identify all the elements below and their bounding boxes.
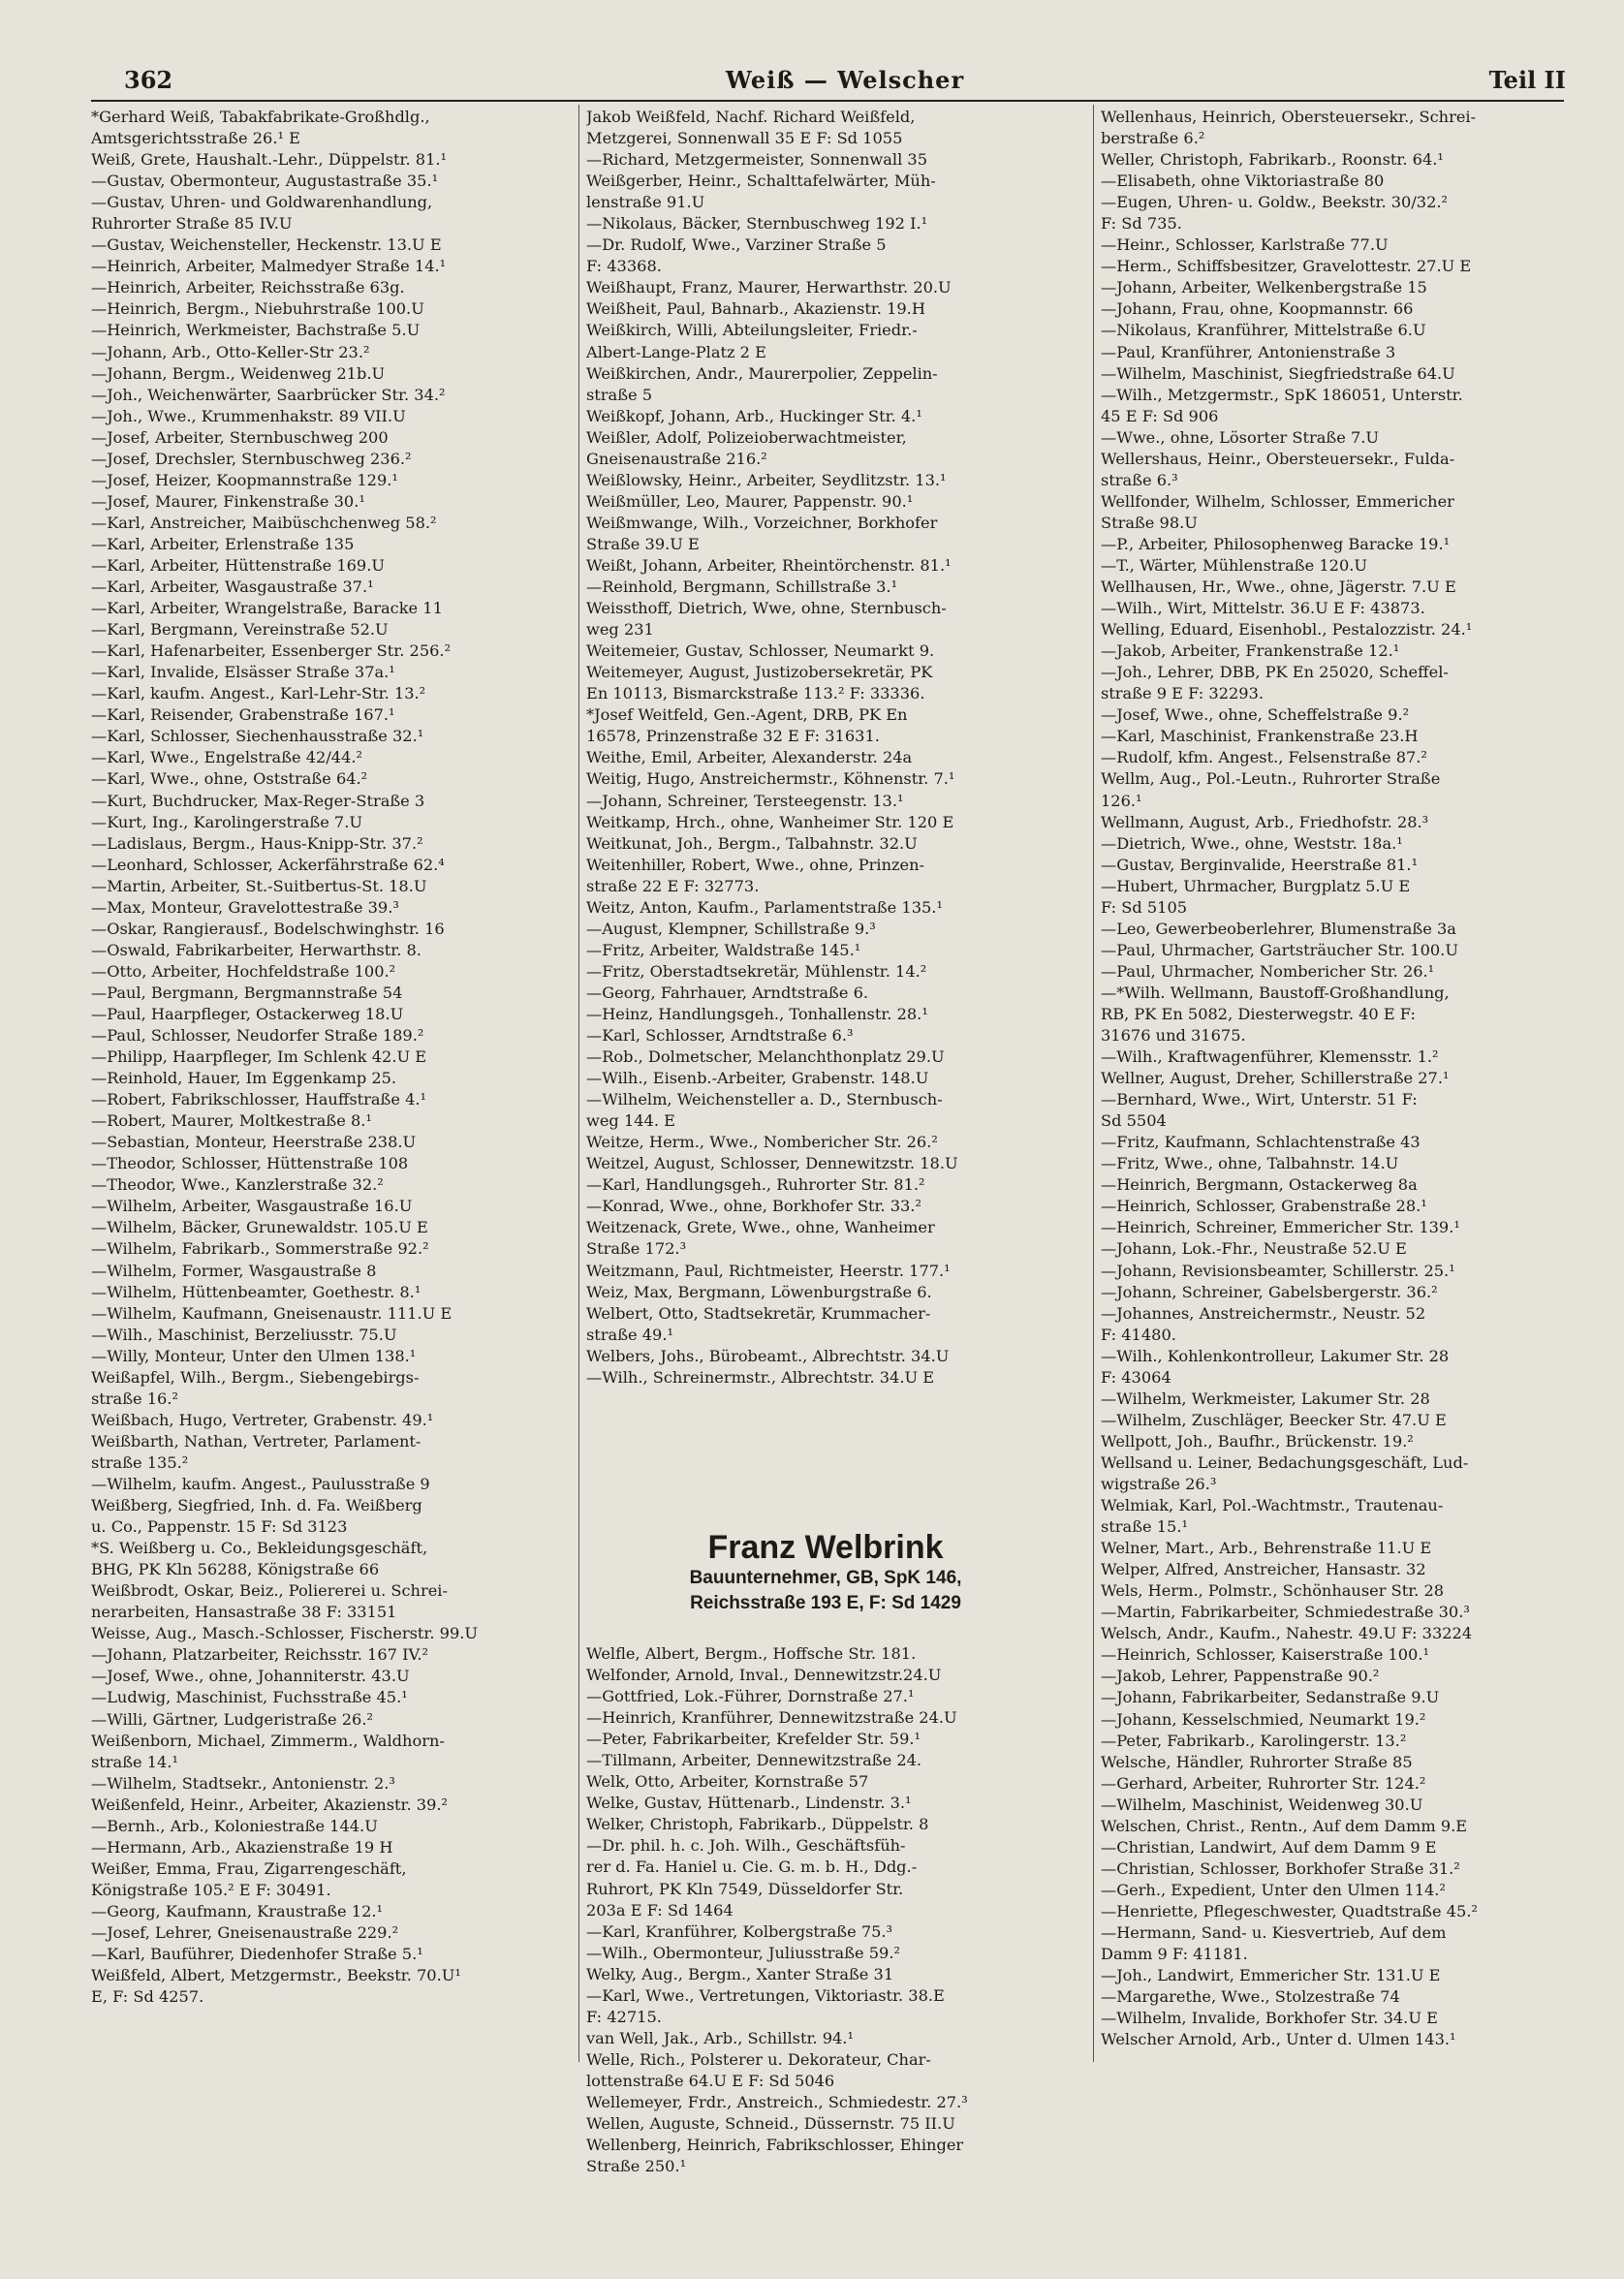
directory-entry: —Leonhard, Schlosser, Ackerfährstraße 62.⁴ [91,855,445,874]
directory-entry: —Otto, Arbeiter, Hochfeldstraße 100.² [91,961,396,981]
directory-entry: Gneisenaustraße 216.² [586,449,767,468]
directory-entry: Welky, Aug., Bergm., Xanter Straße 31 [586,1964,894,1983]
directory-entry: straße 14.¹ [91,1752,178,1771]
directory-entry: Weitenhiller, Robert, Wwe., ohne, Prinzen- [586,855,924,874]
directory-entry: —Wilhelm, Maschinist, Siegfriedstraße 64.U [1101,363,1455,383]
directory-entry: Sd 5504 [1101,1111,1167,1131]
page-number: 362 [124,66,173,94]
directory-entry: Wellenhaus, Heinrich, Obersteuersekr., Schrei- [1101,108,1477,126]
directory-entry: —Johann, Fabrikarbeiter, Sedanstraße 9.U [1101,1688,1440,1707]
directory-entry: —Heinrich, Kranführer, Dennewitzstraße 24.U [586,1708,957,1728]
directory-entry: Weißkirch, Willi, Abteilungsleiter, Friedr.- [586,321,918,340]
directory-entry: weg 144. E [586,1111,675,1131]
directory-entry: —Johann, Lok.-Fhr., Neustraße 52.U E [1101,1239,1407,1259]
directory-entry: —Wilh., Wirt, Mittelstr. 36.U E F: 43873. [1101,599,1425,618]
directory-entry: —Hermann, Sand- u. Kiesvertrieb, Auf dem [1101,1922,1447,1942]
running-title: Weiß — Welscher [725,66,965,94]
directory-entry: Damm 9 F: 41181. [1101,1945,1248,1964]
directory-entry: Welbert, Otto, Stadtsekretär, Krummacher- [586,1303,931,1323]
directory-entry: —Hermann, Arb., Akazienstraße 19 H [91,1837,393,1857]
directory-entry: *Josef Weitfeld, Gen.-Agent, DRB, PK En [586,705,908,725]
directory-entry: —Wilh., Maschinist, Berzeliusstr. 75.U [91,1325,397,1344]
directory-entry: —Jakob, Lehrer, Pappenstraße 90.² [1101,1667,1380,1686]
directory-entry: wigstraße 26.³ [1101,1475,1217,1493]
directory-entry: BHG, PK Kln 56288, Königstraße 66 [91,1560,380,1579]
directory-entry: *Gerhard Weiß, Tabakfabrikate-Großhdlg., [91,108,430,126]
directory-entry: Welscher Arnold, Arb., Unter d. Ulmen 143.¹ [1101,2030,1456,2049]
directory-entry: —Josef, Lehrer, Gneisenaustraße 229.² [91,1922,399,1942]
directory-entry: —Karl, Kranführer, Kolbergstraße 75.³ [586,1921,893,1941]
directory-entry: —Wilhelm, Weichensteller a. D., Sternbusch- [586,1090,943,1109]
directory-entry: —Johann, Revisionsbeamter, Schillerstr. 25.¹ [1101,1261,1455,1280]
directory-entry: —Paul, Uhrmacher, Nombericher Str. 26.¹ [1101,961,1435,981]
directory-entry: —Karl, Maschinist, Frankenstraße 23.H [1101,727,1419,746]
directory-entry: —Karl, Arbeiter, Wasgaustraße 37.¹ [91,578,374,597]
directory-entry: Metzgerei, Sonnenwall 35 E F: Sd 1055 [586,129,903,148]
directory-entry: —Josef, Wwe., ohne, Johanniterstr. 43.U [91,1667,410,1686]
column-divider [578,105,579,2062]
directory-entry: —Paul, Haarpfleger, Ostackerweg 18.U [91,1004,404,1023]
directory-entry: —Dr. phil. h. c. Joh. Wilh., Geschäftsfüh- [586,1836,906,1856]
directory-entry: —Wilhelm, Maschinist, Weidenweg 30.U [1101,1795,1423,1814]
directory-entry: —Josef, Maurer, Finkenstraße 30.¹ [91,491,365,511]
directory-entry: —Kurt, Buchdrucker, Max-Reger-Straße 3 [91,791,425,810]
directory-entry: Weitkunat, Joh., Bergm., Talbahnstr. 32.U [586,833,918,853]
directory-entry: —Christian, Landwirt, Auf dem Damm 9 E [1101,1837,1437,1857]
directory-entry: —Karl, Arbeiter, Hüttenstraße 169.U [91,555,386,575]
directory-entry: —Heinrich, Arbeiter, Malmedyer Straße 14.¹ [91,257,447,276]
directory-entry: Weithe, Emil, Arbeiter, Alexanderstr. 24a [586,748,913,767]
directory-entry: Weitz, Anton, Kaufm., Parlamentstraße 135.¹ [586,897,943,917]
directory-entry: Weitemeier, Gustav, Schlosser, Neumarkt 9. [586,641,935,661]
directory-entry: Weißkirchen, Andr., Maurerpolier, Zeppelin- [586,363,938,383]
directory-entry: —Josef, Arbeiter, Sternbuschweg 200 [91,427,389,447]
directory-entry: nerarbeiten, Hansastraße 38 F: 33151 [91,1603,397,1622]
directory-entry: —Georg, Fahrhauer, Arndtstraße 6. [586,983,869,1002]
directory-entry: weg 231 [586,620,654,640]
directory-entry: —Theodor, Schlosser, Hüttenstraße 108 [91,1154,409,1173]
directory-entry: Welper, Alfred, Anstreicher, Hansastr. 32 [1101,1560,1426,1579]
directory-entry: F: 41480. [1101,1325,1176,1344]
directory-entry: —Heinrich, Bergm., Niebuhrstraße 100.U [91,299,424,319]
directory-entry: —Paul, Schlosser, Neudorfer Straße 189.² [91,1026,424,1046]
directory-entry: Wellenberg, Heinrich, Fabrikschlosser, Ehinger [586,2136,964,2155]
directory-entry: Wellner, August, Dreher, Schillerstraße 27.¹ [1101,1069,1450,1088]
directory-entry: —Nikolaus, Bäcker, Sternbuschweg 192 I.¹ [586,214,928,234]
directory-entry: Straße 250.¹ [586,2157,687,2176]
directory-entry: Welle, Rich., Polsterer u. Dekorateur, Char- [586,2049,931,2069]
directory-entry: berstraße 6.² [1101,129,1205,148]
directory-entry: Weißenfeld, Heinr., Arbeiter, Akazienstr. 39.² [91,1795,449,1814]
directory-entry: —Karl, Bauführer, Diedenhofer Straße 5.¹ [91,1945,423,1964]
directory-entry: —Johann, Arbeiter, Welkenbergstraße 15 [1101,278,1427,297]
directory-entry: —*Wilh. Wellmann, Baustoff-Großhandlung, [1101,983,1450,1002]
directory-entry: Wellershaus, Heinr., Obersteuersekr., Fulda- [1101,449,1455,468]
directory-entry: En 10113, Bismarckstraße 113.² F: 33336. [586,684,925,703]
directory-entry: Weißbrodt, Oskar, Beiz., Poliererei u. Schrei- [91,1581,448,1601]
directory-entry: —Karl, Wwe., Engelstraße 42/44.² [91,748,363,767]
directory-entry: Weißbach, Hugo, Vertreter, Grabenstr. 49.¹ [91,1410,434,1429]
directory-entry: Wellm, Aug., Pol.-Leutn., Ruhrorter Straße [1101,769,1441,789]
directory-entry: —Gustav, Berginvalide, Heerstraße 81.¹ [1101,855,1419,874]
column-3 [1101,107,1579,2050]
directory-entry: Welschen, Christ., Rentn., Auf dem Damm 9.E [1101,1816,1468,1835]
directory-entry: Weisse, Aug., Masch.-Schlosser, Fischerstr. 99.U [91,1624,479,1643]
directory-entry: —Margarethe, Wwe., Stolzestraße 74 [1101,1987,1400,2007]
directory-entry: Weißfeld, Albert, Metzgermstr., Beekstr. 70.U¹ [91,1966,461,1985]
directory-entry: —Paul, Kranführer, Antonienstraße 3 [1101,342,1396,361]
directory-entry: F: 42715. [586,2007,662,2026]
directory-entry: Wellpott, Joh., Baufhr., Brückenstr. 19.² [1101,1431,1414,1451]
directory-entry: —Wilh., Kohlenkontrolleur, Lakumer Str. 28 [1101,1346,1450,1365]
part-label: Teil II [1488,66,1566,94]
directory-entry: —Joh., Lehrer, DBB, PK En 25020, Scheffel- [1101,663,1449,682]
directory-entry: —Wilhelm, Fabrikarb., Sommerstraße 92.² [91,1239,429,1259]
directory-entry: —Wilhelm, Stadtsekr., Antonienstr. 2.³ [91,1773,395,1793]
directory-entry: —Heinrich, Bergmann, Ostackerweg 8a [1101,1175,1418,1195]
directory-entry: Weißt, Johann, Arbeiter, Rheintörchenstr. 81.¹ [586,555,952,575]
directory-entry: —Wilhelm, Bäcker, Grunewaldstr. 105.U E [91,1218,428,1237]
directory-entry: —Henriette, Pflegeschwester, Quadtstraße 45.² [1101,1901,1478,1920]
directory-entry: van Well, Jak., Arb., Schillstr. 94.¹ [586,2028,854,2047]
directory-entry: —Wilh., Metzgermstr., SpK 186051, Unterstr. [1101,385,1463,404]
directory-entry: Weißapfel, Wilh., Bergm., Siebengebirgs- [91,1367,420,1387]
directory-entry: —Bernhard, Wwe., Wirt, Unterstr. 51 F: [1101,1090,1418,1109]
directory-entry: E, F: Sd 4257. [91,1987,204,2007]
directory-entry: straße 5 [586,385,653,404]
directory-entry: lenstraße 91.U [586,193,705,212]
directory-entry: —Hubert, Uhrmacher, Burgplatz 5.U E [1101,876,1411,895]
directory-entry: Weiß, Grete, Haushalt.-Lehr., Düppelstr. 81.¹ [91,150,448,170]
directory-entry: —Oskar, Rangierausf., Bodelschwinghstr. 16 [91,919,445,938]
column-2 [586,107,1065,1389]
directory-entry: —Richard, Metzgermeister, Sonnenwall 35 [586,150,927,170]
directory-entry: —Johann, Bergm., Weidenweg 21b.U [91,363,386,383]
directory-entry: —Karl, Invalide, Elsässer Straße 37a.¹ [91,663,395,682]
directory-entry: —Willi, Gärtner, Ludgeristraße 26.² [91,1709,373,1729]
directory-entry: —Kurt, Ing., Karolingerstraße 7.U [91,812,363,831]
directory-entry: —Nikolaus, Kranführer, Mittelstraße 6.U [1101,321,1426,340]
column-divider [1093,105,1094,2062]
directory-entry: —Paul, Bergmann, Bergmannstraße 54 [91,983,403,1002]
directory-entry: —Rudolf, kfm. Angest., Felsenstraße 87.² [1101,748,1427,767]
directory-entry: F: 43064 [1101,1367,1171,1387]
directory-entry: Wels, Herm., Polmstr., Schönhauser Str. 28 [1101,1581,1445,1601]
directory-entry: Weißenborn, Michael, Zimmerm., Waldhorn- [91,1731,445,1750]
directory-entry: —Leo, Gewerbeoberlehrer, Blumenstraße 3a [1101,919,1456,938]
directory-entry: —Johann, Platzarbeiter, Reichsstr. 167 IV.² [91,1645,428,1665]
directory-entry: —Martin, Arbeiter, St.-Suitbertus-St. 18.U [91,876,427,895]
directory-entry: —Gottfried, Lok.-Führer, Dornstraße 27.¹ [586,1687,915,1706]
directory-entry: —Johann, Frau, ohne, Koopmannstr. 66 [1101,299,1414,319]
directory-entry: Weitig, Hugo, Anstreichermstr., Köhnenstr. 7.¹ [586,769,955,789]
directory-entry: straße 49.¹ [586,1325,673,1344]
directory-entry: Weißheit, Paul, Bahnarb., Akazienstr. 19.H [586,299,925,319]
directory-entry: —Wilh., Eisenb.-Arbeiter, Grabenstr. 148.U [586,1069,929,1088]
directory-entry: Weißkopf, Johann, Arb., Huckinger Str. 4.¹ [586,406,922,425]
directory-entry: —Jakob, Arbeiter, Frankenstraße 12.¹ [1101,641,1400,661]
directory-entry: —Philipp, Haarpfleger, Im Schlenk 42.U E [91,1047,427,1067]
directory-entry: Weitzenack, Grete, Wwe., ohne, Wanheimer [586,1218,935,1237]
directory-entry: straße 135.² [91,1452,189,1472]
directory-entry: Weitze, Herm., Wwe., Nombericher Str. 26.² [586,1133,938,1152]
directory-entry: —Peter, Fabrikarbeiter, Krefelder Str. 59.¹ [586,1730,921,1749]
directory-entry: —Willy, Monteur, Unter den Ulmen 138.¹ [91,1346,417,1365]
directory-entry: straße 9 E F: 32293. [1101,684,1265,703]
directory-entry: 31676 und 31675. [1101,1026,1246,1046]
directory-entry: Weißbarth, Nathan, Vertreter, Parlament- [91,1431,422,1451]
directory-entry: Straße 39.U E [586,534,700,553]
directory-entry: Weißler, Adolf, Polizeioberwachtmeister, [586,427,907,447]
directory-entry: —Wilhelm, kaufm. Angest., Paulusstraße 9 [91,1475,430,1493]
directory-entry: lottenstraße 64.U E F: Sd 5046 [586,2071,835,2090]
directory-entry: —Wwe., ohne, Lösorter Straße 7.U [1101,427,1380,447]
directory-entry: Welsche, Händler, Ruhrorter Straße 85 [1101,1752,1413,1771]
directory-entry: straße 16.² [91,1389,178,1408]
directory-entry: —Karl, Reisender, Grabenstraße 167.¹ [91,705,395,725]
directory-entry: —Johann, Kesselschmied, Neumarkt 19.² [1101,1709,1426,1729]
directory-entry: —P., Arbeiter, Philosophenweg Baracke 19.¹ [1101,534,1451,553]
directory-entry: —Christian, Schlosser, Borkhofer Straße 31.² [1101,1858,1460,1878]
directory-entry: —Elisabeth, ohne Viktoriastraße 80 [1101,172,1385,191]
directory-entry: —Heinz, Handlungsgeh., Tonhallenstr. 28.¹ [586,1004,928,1023]
directory-entry: —Karl, Schlosser, Arndtstraße 6.³ [586,1026,854,1046]
directory-entry: —Karl, Hafenarbeiter, Essenberger Str. 256.² [91,641,452,661]
directory-entry: —Peter, Fabrikarb., Karolingerstr. 13.² [1101,1731,1407,1750]
directory-entry: 45 E F: Sd 906 [1101,406,1219,425]
directory-entry: —Josef, Wwe., ohne, Scheffelstraße 9.² [1101,705,1410,725]
directory-entry: —Wilhelm, Invalide, Borkhofer Str. 34.U E [1101,2009,1438,2028]
directory-entry: —Heinrich, Schreiner, Emmericher Str. 139.¹ [1101,1218,1460,1237]
directory-entry: —Johann, Schreiner, Gabelsbergerstr. 36.² [1101,1282,1438,1301]
directory-entry: Weller, Christoph, Fabrikarb., Roonstr. 64.¹ [1101,150,1444,170]
directory-entry: —Bernh., Arb., Koloniestraße 144.U [91,1816,378,1835]
directory-entry: —Heinrich, Schlosser, Kaiserstraße 100.¹ [1101,1645,1429,1665]
directory-entry: —Fritz, Wwe., ohne, Talbahnstr. 14.U [1101,1154,1399,1173]
directory-entry: Weitkamp, Hrch., ohne, Wanheimer Str. 120 E [586,812,954,831]
directory-entry: —Karl, Wwe., ohne, Oststraße 64.² [91,769,368,789]
directory-entry: —Konrad, Wwe., ohne, Borkhofer Str. 33.² [586,1197,921,1216]
directory-entry: 16578, Prinzenstraße 32 E F: 31631. [586,727,880,746]
directory-entry: —Joh., Wwe., Krummenhakstr. 89 VII.U [91,406,406,425]
directory-entry: —Karl, Wwe., Vertretungen, Viktoriastr. 38.E [586,1985,945,2005]
directory-entry: —Heinr., Schlosser, Karlstraße 77.U [1101,235,1389,255]
directory-entry: —T., Wärter, Mühlenstraße 120.U [1101,555,1368,575]
directory-entry: Weißmüller, Leo, Maurer, Pappenstr. 90.¹ [586,491,914,511]
directory-entry: —Karl, Handlungsgeh., Ruhrorter Str. 81.² [586,1175,925,1195]
directory-entry: Welner, Mart., Arb., Behrenstraße 11.U E [1101,1539,1432,1558]
directory-entry: Welfonder, Arnold, Inval., Dennewitzstr.24.U [586,1666,942,1685]
directory-entry: Albert-Lange-Platz 2 E [586,342,766,361]
directory-entry: —Wilhelm, Hüttenbeamter, Goethestr. 8.¹ [91,1282,422,1301]
directory-entry: —Joh., Weichenwärter, Saarbrücker Str. 34.² [91,385,446,404]
directory-entry: —Dr. Rudolf, Wwe., Varziner Straße 5 [586,235,887,255]
directory-entry: u. Co., Pappenstr. 15 F: Sd 3123 [91,1517,348,1537]
directory-entry: Weißhaupt, Franz, Maurer, Herwarthstr. 20.U [586,278,952,297]
directory-entry: Wellhausen, Hr., Wwe., ohne, Jägerstr. 7.U E [1101,578,1456,597]
directory-entry: straße 22 E F: 32773. [586,876,760,895]
directory-entry: Amtsgerichtsstraße 26.¹ E [91,129,300,148]
directory-entry: —Heinrich, Schlosser, Grabenstraße 28.¹ [1101,1197,1427,1216]
directory-entry: —Karl, kaufm. Angest., Karl-Lehr-Str. 13.² [91,684,426,703]
directory-entry: —Ludwig, Maschinist, Fuchsstraße 45.¹ [91,1688,408,1707]
directory-entry: —Karl, Schlosser, Siechenhausstraße 32.¹ [91,727,424,746]
directory-entry: —August, Klempner, Schillstraße 9.³ [586,919,876,938]
directory-entry: Weißer, Emma, Frau, Zigarrengeschäft, [91,1858,407,1878]
directory-entry: —Joh., Landwirt, Emmericher Str. 131.U E [1101,1966,1441,1985]
column-1 [91,107,570,2008]
directory-entry: —Wilhelm, Kaufmann, Gneisenaustr. 111.U E [91,1303,453,1323]
directory-entry: Welfle, Albert, Bergm., Hoffsche Str. 181. [586,1644,917,1663]
directory-entry: F: 43368. [586,257,662,276]
directory-entry: Welmiak, Karl, Pol.-Wachtmstr., Trautenau- [1101,1496,1444,1515]
directory-entry: —Robert, Fabrikschlosser, Hauffstraße 4.¹ [91,1090,426,1109]
directory-entry: —Rob., Dolmetscher, Melanchthonplatz 29.U [586,1047,945,1067]
directory-entry: —Wilh., Schreinermstr., Albrechtstr. 34.U E [586,1367,935,1387]
directory-entry: Weissthoff, Dietrich, Wwe, ohne, Sternbusch- [586,599,947,618]
directory-entry: Wellsand u. Leiner, Bedachungsgeschäft, Lud- [1101,1452,1469,1472]
directory-entry: —Dietrich, Wwe., ohne, Weststr. 18a.¹ [1101,833,1403,853]
directory-entry: Welsch, Andr., Kaufm., Nahestr. 49.U F: 33224 [1101,1624,1473,1643]
directory-entry: Welbers, Johs., Bürobeamt., Albrechtstr. 34.U [586,1346,950,1365]
directory-entry: —Sebastian, Monteur, Heerstraße 238.U [91,1133,417,1152]
directory-entry: —Reinhold, Bergmann, Schillstraße 3.¹ [586,578,898,597]
column-2-lower [586,1643,1065,2177]
directory-entry: —Tillmann, Arbeiter, Dennewitzstraße 24. [586,1751,922,1770]
directory-entry: Weißmwange, Wilh., Vorzeichner, Borkhofer [586,513,938,532]
directory-entry: F: Sd 735. [1101,214,1182,234]
header-rule [91,100,1564,102]
directory-entry: Wellen, Auguste, Schneid., Düssernstr. 75 II.U [586,2114,955,2134]
directory-entry: —Wilh., Kraftwagenführer, Klemensstr. 1.² [1101,1047,1439,1067]
directory-entry: —Gustav, Uhren- und Goldwarenhandlung, [91,193,433,212]
directory-entry: —Robert, Maurer, Moltkestraße 8.¹ [91,1111,372,1131]
directory-entry: Weiz, Max, Bergmann, Löwenburgstraße 6. [586,1282,932,1301]
ad-line-2: Reichsstraße 193 E, F: Sd 1429 [690,1593,961,1613]
directory-entry: —Paul, Uhrmacher, Gartsträucher Str. 100.U [1101,940,1458,959]
directory-entry: —Ladislaus, Bergm., Haus-Knipp-Str. 37.² [91,833,423,853]
directory-entry: —Max, Monteur, Gravelottestraße 39.³ [91,897,399,917]
advertisement [586,1529,1065,1616]
directory-entry: Wellmann, August, Arb., Friedhofstr. 28.³ [1101,812,1429,831]
directory-entry: —Johannes, Anstreichermstr., Neustr. 52 [1101,1303,1426,1323]
ad-line-1: Bauunternehmer, GB, SpK 146, [689,1568,962,1588]
directory-entry: 126.¹ [1101,791,1142,810]
directory-entry: Ruhrorter Straße 85 IV.U [91,214,293,234]
directory-entry: rer d. Fa. Haniel u. Cie. G. m. b. H., Ddg.- [586,1858,918,1877]
directory-entry: —Fritz, Arbeiter, Waldstraße 145.¹ [586,940,861,959]
directory-entry: Ruhrort, PK Kln 7549, Düsseldorfer Str. [586,1879,904,1898]
directory-entry: —Wilh., Obermonteur, Juliusstraße 59.² [586,1943,900,1962]
directory-entry: straße 6.³ [1101,470,1178,489]
directory-entry: Straße 172.³ [586,1239,687,1259]
directory-entry: Königstraße 105.² E F: 30491. [91,1880,331,1899]
directory-entry: —Gerhard, Arbeiter, Ruhrorter Str. 124.² [1101,1773,1426,1793]
directory-entry: —Oswald, Fabrikarbeiter, Herwarthstr. 8. [91,940,422,959]
directory-entry: —Wilhelm, Arbeiter, Wasgaustraße 16.U [91,1197,413,1216]
page-header [124,66,1566,99]
directory-entry: —Wilhelm, Former, Wasgaustraße 8 [91,1261,377,1280]
directory-entry: Wellfonder, Wilhelm, Schlosser, Emmericher [1101,491,1454,511]
directory-entry: —Gustav, Obermonteur, Augustastraße 35.¹ [91,172,439,191]
directory-entry: RB, PK En 5082, Diesterwegstr. 40 E F: [1101,1004,1416,1023]
directory-entry: Straße 98.U [1101,513,1198,532]
directory-entry: Welk, Otto, Arbeiter, Kornstraße 57 [586,1772,869,1792]
directory-entry: —Eugen, Uhren- u. Goldw., Beekstr. 30/32.² [1101,193,1449,212]
directory-entry: —Theodor, Wwe., Kanzlerstraße 32.² [91,1175,384,1195]
directory-entry: Weißberg, Siegfried, Inh. d. Fa. Weißberg [91,1496,422,1515]
directory-entry: —Karl, Arbeiter, Erlenstraße 135 [91,534,355,553]
directory-entry: —Karl, Anstreicher, Maibüschchenweg 58.² [91,513,437,532]
directory-entry: Weißgerber, Heinr., Schalttafelwärter, Müh- [586,172,936,191]
directory-entry: Weitemeyer, August, Justizobersekretär, PK [586,663,933,682]
directory-entry: —Herm., Schiffsbesitzer, Gravelottestr. 27.U E [1101,257,1472,276]
ad-company-name: Franz Welbrink [707,1529,944,1566]
directory-entry: Weitzmann, Paul, Richtmeister, Heerstr. 177.¹ [586,1261,951,1280]
directory-entry: —Karl, Arbeiter, Wrangelstraße, Baracke 11 [91,599,443,618]
directory-entry: *S. Weißberg u. Co., Bekleidungsgeschäft, [91,1539,428,1558]
directory-entry: —Johann, Schreiner, Tersteegenstr. 13.¹ [586,791,904,810]
directory-entry: —Gerh., Expedient, Unter den Ulmen 114.² [1101,1880,1446,1899]
directory-entry: Weißlowsky, Heinr., Arbeiter, Seydlitzstr. 13.¹ [586,470,947,489]
directory-entry: —Martin, Fabrikarbeiter, Schmiedestraße 30.³ [1101,1603,1470,1622]
directory-entry: —Fritz, Kaufmann, Schlachtenstraße 43 [1101,1133,1421,1152]
directory-entry: Welke, Gustav, Hüttenarb., Lindenstr. 3.¹ [586,1794,912,1813]
directory-entry: —Karl, Bergmann, Vereinstraße 52.U [91,620,389,640]
directory-entry: Welker, Christoph, Fabrikarb., Düppelstr. 8 [586,1815,929,1834]
directory-entry: —Heinrich, Arbeiter, Reichsstraße 63g. [91,278,405,297]
directory-entry: —Gustav, Weichensteller, Heckenstr. 13.U E [91,235,442,255]
directory-entry: —Reinhold, Hauer, Im Eggenkamp 25. [91,1069,397,1088]
directory-entry: —Johann, Arb., Otto-Keller-Str 23.² [91,342,370,361]
directory-entry: —Heinrich, Werkmeister, Bachstraße 5.U [91,321,421,340]
directory-entry: —Fritz, Oberstadtsekretär, Mühlenstr. 14.² [586,961,927,981]
directory-entry: F: Sd 5105 [1101,897,1188,917]
directory-entry: Weitzel, August, Schlosser, Dennewitzstr. 18.U [586,1154,958,1173]
directory-entry: Wellemeyer, Frdr., Anstreich., Schmiedestr. 27.³ [586,2092,968,2111]
directory-entry: Welling, Eduard, Eisenhobl., Pestalozzistr. 24.¹ [1101,620,1473,640]
directory-entry: 203a E F: Sd 1464 [586,1900,734,1920]
directory-entry: Jakob Weißfeld, Nachf. Richard Weißfeld, [586,108,916,126]
directory-entry: —Wilhelm, Werkmeister, Lakumer Str. 28 [1101,1389,1430,1408]
directory-entry: —Josef, Drechsler, Sternbuschweg 236.² [91,449,412,468]
directory-entry: —Georg, Kaufmann, Kraustraße 12.¹ [91,1901,384,1920]
directory-entry: —Josef, Heizer, Koopmannstraße 129.¹ [91,470,398,489]
directory-entry: —Wilhelm, Zuschläger, Beecker Str. 47.U E [1101,1410,1447,1429]
directory-entry: straße 15.¹ [1101,1517,1188,1537]
